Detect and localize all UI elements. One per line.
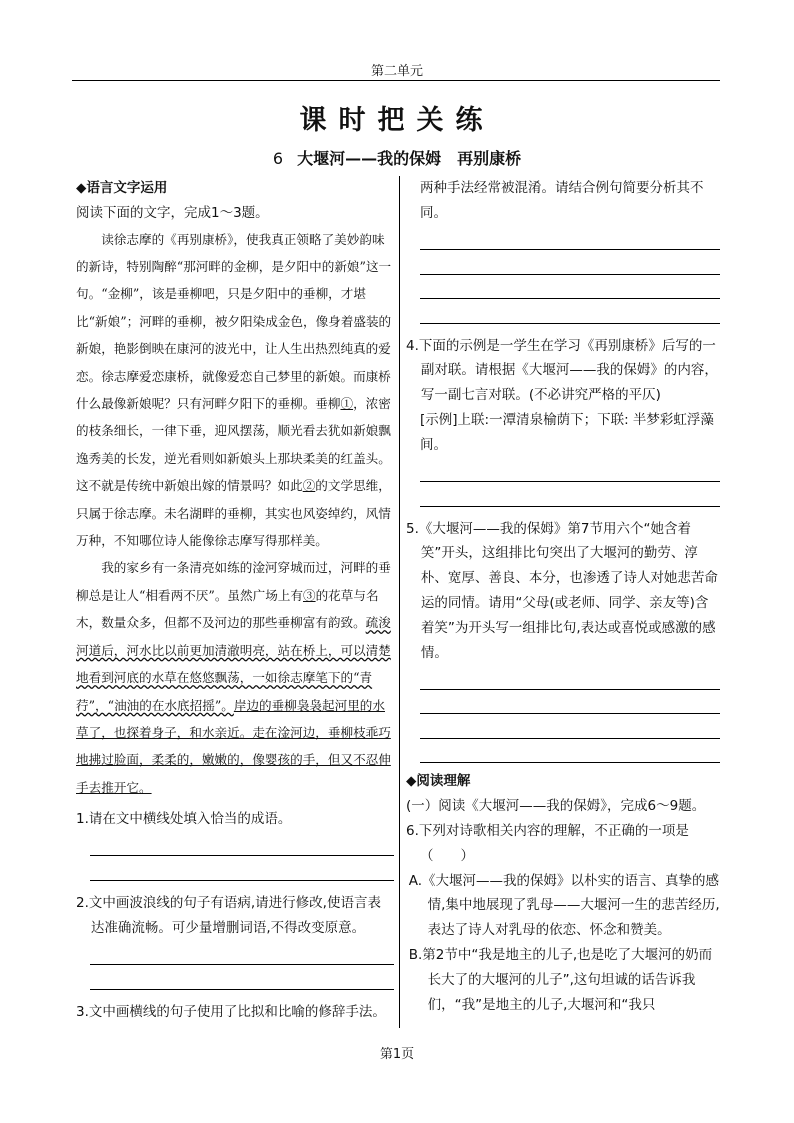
option-a[interactable]: A.《大堰河——我的保姆》以朴实的语言、真挚的感情,集中地展现了乳母——大堰河一生的悲苦经历,表达了诗人对乳母的依恋、怀念和赞美。 [408,872,720,939]
underlined-sentence: 岸边的垂柳袅袅起河里的水草了，也探着身子，和水亲近。走在淦河边，垂柳枝乖巧地拂过脸面，柔柔的，嫩嫩的，像婴孩的手，但又不忍伸手去推开它。 [76,697,391,795]
answer-line[interactable] [420,714,720,739]
question-5: 5.《大堰河——我的保姆》第7节用六个“她含着笑”开头，这组排比句突出了大堰河的勤劳、淳朴、宽厚、善良、本分，也渗透了诗人对她悲苦命运的同情。请用“父母(或老师、同学、亲友等)含着笑”为开头写一组排比句,表达或喜悦或感激的感情。 [406,520,718,661]
answer-line[interactable] [420,458,720,483]
blank-3: ③ [302,587,316,603]
section-heading-reading: ◆阅读理解 [406,773,471,790]
answer-line[interactable] [420,299,720,324]
question-3: 3.文中画横线的句子使用了比拟和比喻的修辞手法。 [76,1003,386,1020]
question-3-continued: 两种手法经常被混淆。请结合例句简要分析其不同。 [420,180,704,221]
lesson-title: 大堰河——我的保姆 再别康桥 [297,149,522,168]
right-column [406,176,720,1017]
blank-1: ① [340,396,354,412]
page-title: 课时把关练 [299,105,495,136]
passage-paragraph-1: 读徐志摩的《再别康桥》，使我真正领略了美妙韵味的新诗，特别陶醉“那河畔的金柳，是夕阳中的新娘”这一句。“金柳”，该是垂柳吧，只是夕阳中的垂柳，才堪比“新娘”；河畔的垂柳，被夕阳染成金色，像身着盛装的新娘，艳影倒映在康河的波光中，让人生出热烈纯真的爱恋。徐志摩爱恋康桥，就像爱恋自己梦里的新娘。而康桥什么最像新娘呢？只有河畔夕阳下的垂柳。垂柳①，浓密的枝条细长，一律下垂，迎风摆荡，顺光看去犹如新娘飘逸秀美的长发，逆光看则如新娘头上那块柔美的红盖头。这不就是传统中新娘出嫁的情景吗？如此②的文学思维，只属于徐志摩。未名湖畔的垂柳，其实也风姿绰约，风情万种，不知哪位诗人能像徐志摩写得那样美。 [76,231,392,549]
passage-instruction: 阅读下面的文字，完成1～3题。 [76,204,269,221]
blank-2: ② [302,478,316,494]
reading-instruction: (一）阅读《大堰河——我的保姆》，完成6～9题。 [406,798,706,815]
answer-line[interactable] [420,665,720,690]
couplet-example: [示例]上联:一潭清泉榆荫下；下联: 半梦彩虹浮藻间。 [420,411,714,453]
left-column [76,176,394,1024]
passage-paragraph-2: 我的家乡有一条清亮如练的淦河穿城而过，河畔的垂柳总是让人“相看两不厌”。虽然广场上有③的花草与名木，数量众多，但都不及河边的那些垂柳富有韵致。疏浚河道后，河水比以前更加清澈明亮，站在桥上，可以清楚地看到河底的水草在悠悠飘荡，一如徐志摩笔下的“青荇”，“油油的在水底招摇”。岸边的垂柳袅袅起河里的水草了，也探着身子，和水亲近。走在淦河边，垂柳枝乖巧地拂过脸面，柔柔的，嫩嫩的，像婴孩的手，但又不忍伸手去推开它。 [76,560,391,795]
running-header: 第二单元 [370,64,423,79]
question-2: 2.文中画波浪线的句子有语病,请进行修改,使语言表达准确流畅。可少量增删词语,不得改变原意。 [76,894,381,936]
column-divider [399,176,400,1028]
answer-line[interactable] [420,226,720,251]
answer-line[interactable] [90,941,394,966]
lesson-number: 6 [272,149,284,168]
answer-line[interactable] [420,690,720,715]
header-rule [72,80,720,81]
wavy-sentence: 疏浚河道后，河水比以前更加清澈明亮，站在桥上，可以清楚地看到河底的水草在悠悠飘荡，一如徐志摩笔下的“青荇”，“油油的在水底招摇”。 [76,615,391,713]
page-number: 第1页 [379,1047,415,1062]
question-6: 6.下列对诗歌相关内容的理解，不正确的一项是 [406,822,689,839]
answer-line[interactable] [420,739,720,764]
question-4: 4.下面的示例是一学生在学习《再别康桥》后写的一副对联。请根据《大堰河——我的保姆》的内容，写一副七言对联。(不必讲究严格的平仄) [406,337,718,404]
answer-line[interactable] [420,250,720,275]
answer-line[interactable] [90,965,394,990]
answer-line[interactable] [420,482,720,507]
option-b[interactable]: B.第2节中“我是地主的儿子,也是吃了大堰河的奶而长大了的大堰河的儿子”,这句坦诚的话告诉我们，“我”是地主的儿子,大堰河和“我只 [408,946,713,1013]
answer-line[interactable] [90,856,394,881]
answer-line[interactable] [90,832,394,857]
lesson-subtitle [0,146,794,169]
answer-line[interactable] [420,275,720,300]
answer-parentheses[interactable]: （ ） [420,847,474,864]
section-heading-language: ◆语言文字运用 [76,180,168,196]
question-1: 1.请在文中横线处填入恰当的成语。 [76,811,292,828]
